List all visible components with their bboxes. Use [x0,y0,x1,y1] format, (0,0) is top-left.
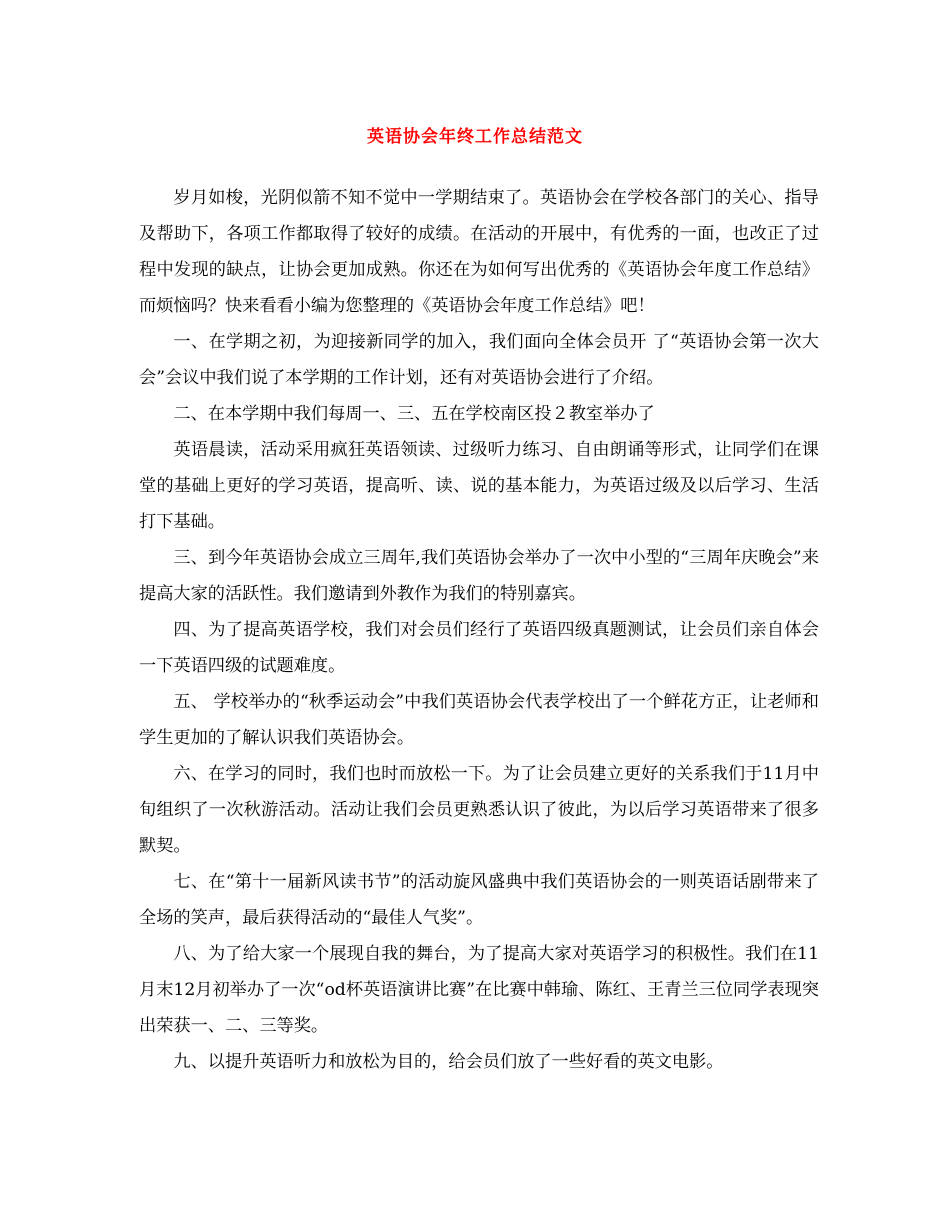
document-title: 英语协会年终工作总结范文 [367,127,583,147]
paragraph-item-6: 六、在学习的同时，我们也时而放松一下。为了让会员建立更好的关系我们于11月中旬组织了一次秋游活动。活动让我们会员更熟悉认识了彼此，为以后学习英语带来了很多默契。 [139,764,819,856]
paragraph-item-4: 四、为了提高英语学校，我们对会员们经行了英语四级真题测试，让会员们亲自体会一下英语四级的试题难度。 [139,620,819,676]
paragraph-item-2: 二、在本学期中我们每周一、三、五在学校南区投２教室举办了 [173,404,655,424]
document-body [139,180,819,1080]
paragraph-item-9: 九、以提升英语听力和放松为目的，给会员们放了一些好看的英文电影。 [173,1052,724,1072]
paragraph-item-3: 三、到今年英语协会成立三周年,我们英语协会举办了一次中小型的“三周年庆晚会”来提高大家的活跃性。我们邀请到外教作为我们的特别嘉宾。 [139,548,819,604]
paragraph-item-5: 五、 学校举办的“秋季运动会”中我们英语协会代表学校出了一个鲜花方正，让老师和学生更加的了解认识我们英语协会。 [139,692,819,748]
paragraph-item-8: 八、为了给大家一个展现自我的舞台，为了提高大家对英语学习的积极性。我们在11月末12月初举办了一次“od杯英语演讲比赛”在比赛中韩瑜、陈红、王青兰三位同学表现突出荣获一、二、三等奖。 [139,944,819,1036]
paragraph-item-7: 七、在“第十一届新风读书节”的活动旋风盛典中我们英语协会的一则英语话剧带来了全场的笑声，最后获得活动的“最佳人气奖”。 [139,872,819,928]
paragraph-intro: 岁月如梭，光阴似箭不知不觉中一学期结束了。英语协会在学校各部门的关心、指导及帮助下，各项工作都取得了较好的成绩。在活动的开展中，有优秀的一面，也改正了过程中发现的缺点，让协会更加成熟。你还在为如何写出优秀的《英语协会年度工作总结》而烦恼吗？快来看看小编为您整理的《英语协会年度工作总结》吧！ [139,188,819,316]
paragraph-item-1: 一、在学期之初，为迎接新同学的加入，我们面向全体会员开 了“英语协会第一次大会”会议中我们说了本学期的工作计划，还有对英语协会进行了介绍。 [139,332,819,388]
paragraph-item-2-continued: 英语晨读，活动采用疯狂英语领读、过级听力练习、自由朗诵等形式，让同学们在课堂的基础上更好的学习英语，提高听、读、说的基本能力，为英语过级及以后学习、生活打下基础。 [139,440,819,532]
